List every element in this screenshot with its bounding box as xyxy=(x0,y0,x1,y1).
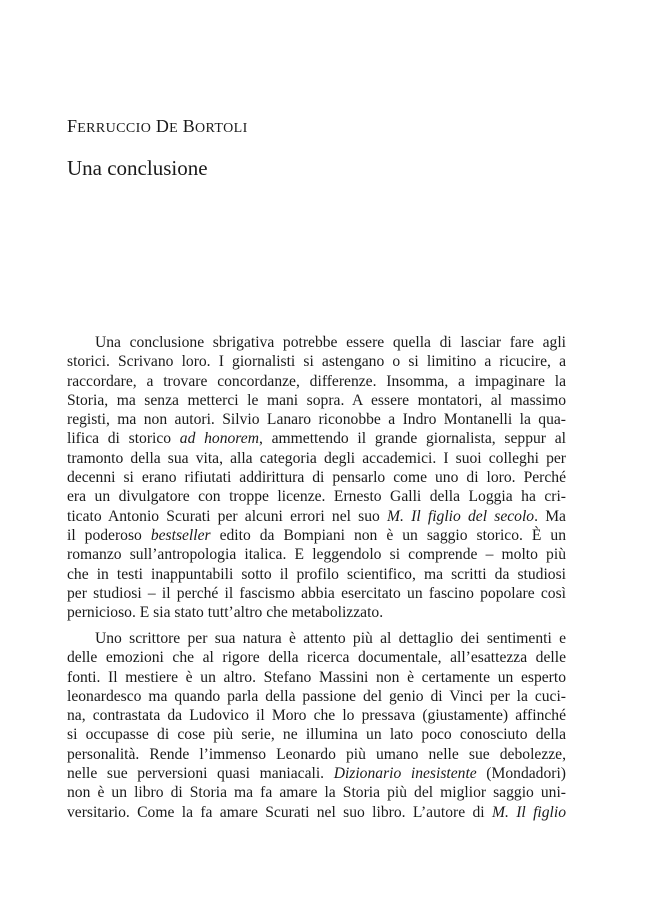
text-line xyxy=(67,526,566,545)
italic-text: bestseller xyxy=(150,526,211,544)
author-last-name-rest: ORTOLI xyxy=(195,121,248,136)
text-line: personalità. Rende l’immenso Leonardo più umano nelle sue debolezze, xyxy=(67,745,566,763)
body-paragraph-1 xyxy=(67,333,566,622)
text-line: che in testi inappuntabili sotto il profilo scientifico, ma scritti da studiosi xyxy=(67,565,566,583)
text-segment: lifica di storico xyxy=(67,430,180,448)
chapter-title: Una conclusione xyxy=(67,156,208,180)
text-line xyxy=(67,507,566,526)
text-line: leonardesco ma quando parla della passione del genio di Vinci per la cuci- xyxy=(67,687,566,705)
italic-text: ad honorem xyxy=(179,430,259,448)
text-line: Uno scrittore per sua natura è attento più al dettaglio dei sentimenti e xyxy=(95,630,566,647)
text-line: Storia, ma senza metterci le mani sopra. A essere montatori, al massimo xyxy=(67,391,566,409)
text-line: na, contrastata da Ludovico il Moro che lo pressava (giustamente) affinché xyxy=(67,707,566,725)
text-line: raccordare, a trovare concordanze, differenze. Insomma, a impaginare la xyxy=(67,372,566,390)
text-segment: versitario. Come la fa amare Scurati nel suo libro. L’autore di xyxy=(67,803,492,821)
author-particle-rest: E xyxy=(169,121,179,136)
text-line: registi, ma non autori. Silvio Lanaro riconobbe a Indro Montanelli la qua- xyxy=(67,411,566,429)
text-line: storici. Scrivano loro. I giornalisti si astengano o si limitino a ricucire, a xyxy=(67,353,566,371)
text-segment: (Mondadori) xyxy=(476,765,566,783)
italic-text: M. Il figlio xyxy=(491,803,566,821)
text-segment: ticato Antonio Scurati per alcuni errori nel suo xyxy=(67,507,388,525)
author-initial-f: F xyxy=(67,116,78,136)
author-initial-b: B xyxy=(182,116,195,136)
text-segment: . Ma xyxy=(534,507,566,525)
author-first-name-rest: ERRUCCIO xyxy=(77,121,152,136)
author-initial-d: D xyxy=(155,116,170,136)
italic-text: M. Il figlio del secolo xyxy=(387,507,535,525)
text-segment: il poderoso xyxy=(67,526,151,544)
text-segment: nelle sue perversioni quasi maniacali. xyxy=(67,765,334,783)
italic-text: Dizionario inesistente xyxy=(333,765,477,783)
text-line: si occupasse di cose più serie, ne illumina un lato poco conosciuto della xyxy=(67,726,566,744)
text-line xyxy=(67,803,566,822)
text-line: per studiosi – il perché il fascismo abbia esercitato un fascino popolare così xyxy=(67,584,566,602)
text-line: non è un libro di Storia ma fa amare la Storia più del miglior saggio uni- xyxy=(67,784,566,802)
text-line: fonti. Il mestiere è un altro. Stefano Massini non è certamente un esperto xyxy=(67,668,566,686)
text-line: tramonto della sua vita, alla categoria degli accademici. I suoi colleghi per xyxy=(67,449,566,467)
text-segment: edito da Bompiani non è un saggio storico. È un xyxy=(210,526,566,544)
text-line: delle emozioni che al rigore della ricerca documentale, all’esattezza delle xyxy=(67,649,566,667)
body-paragraph-2 xyxy=(67,629,566,822)
text-line: decenni si erano rifiutati addirittura di pensarlo come uno di loro. Perché xyxy=(67,469,566,487)
text-line: pernicioso. E sia stato tutt’altro che metabolizzato. xyxy=(67,604,384,622)
text-line: Una conclusione sbrigativa potrebbe essere quella di lasciar fare agli xyxy=(95,334,566,351)
chapter-author xyxy=(67,116,248,137)
text-line: era un divulgatore con troppe licenze. Ernesto Galli della Loggia ha cri- xyxy=(67,488,566,506)
text-line xyxy=(67,764,566,783)
text-line xyxy=(67,429,566,448)
text-line: romanzo sull’antropologia italica. E leggendolo si comprende – molto più xyxy=(67,546,566,564)
text-segment: , ammettendo il grande giornalista, seppur al xyxy=(258,430,566,448)
